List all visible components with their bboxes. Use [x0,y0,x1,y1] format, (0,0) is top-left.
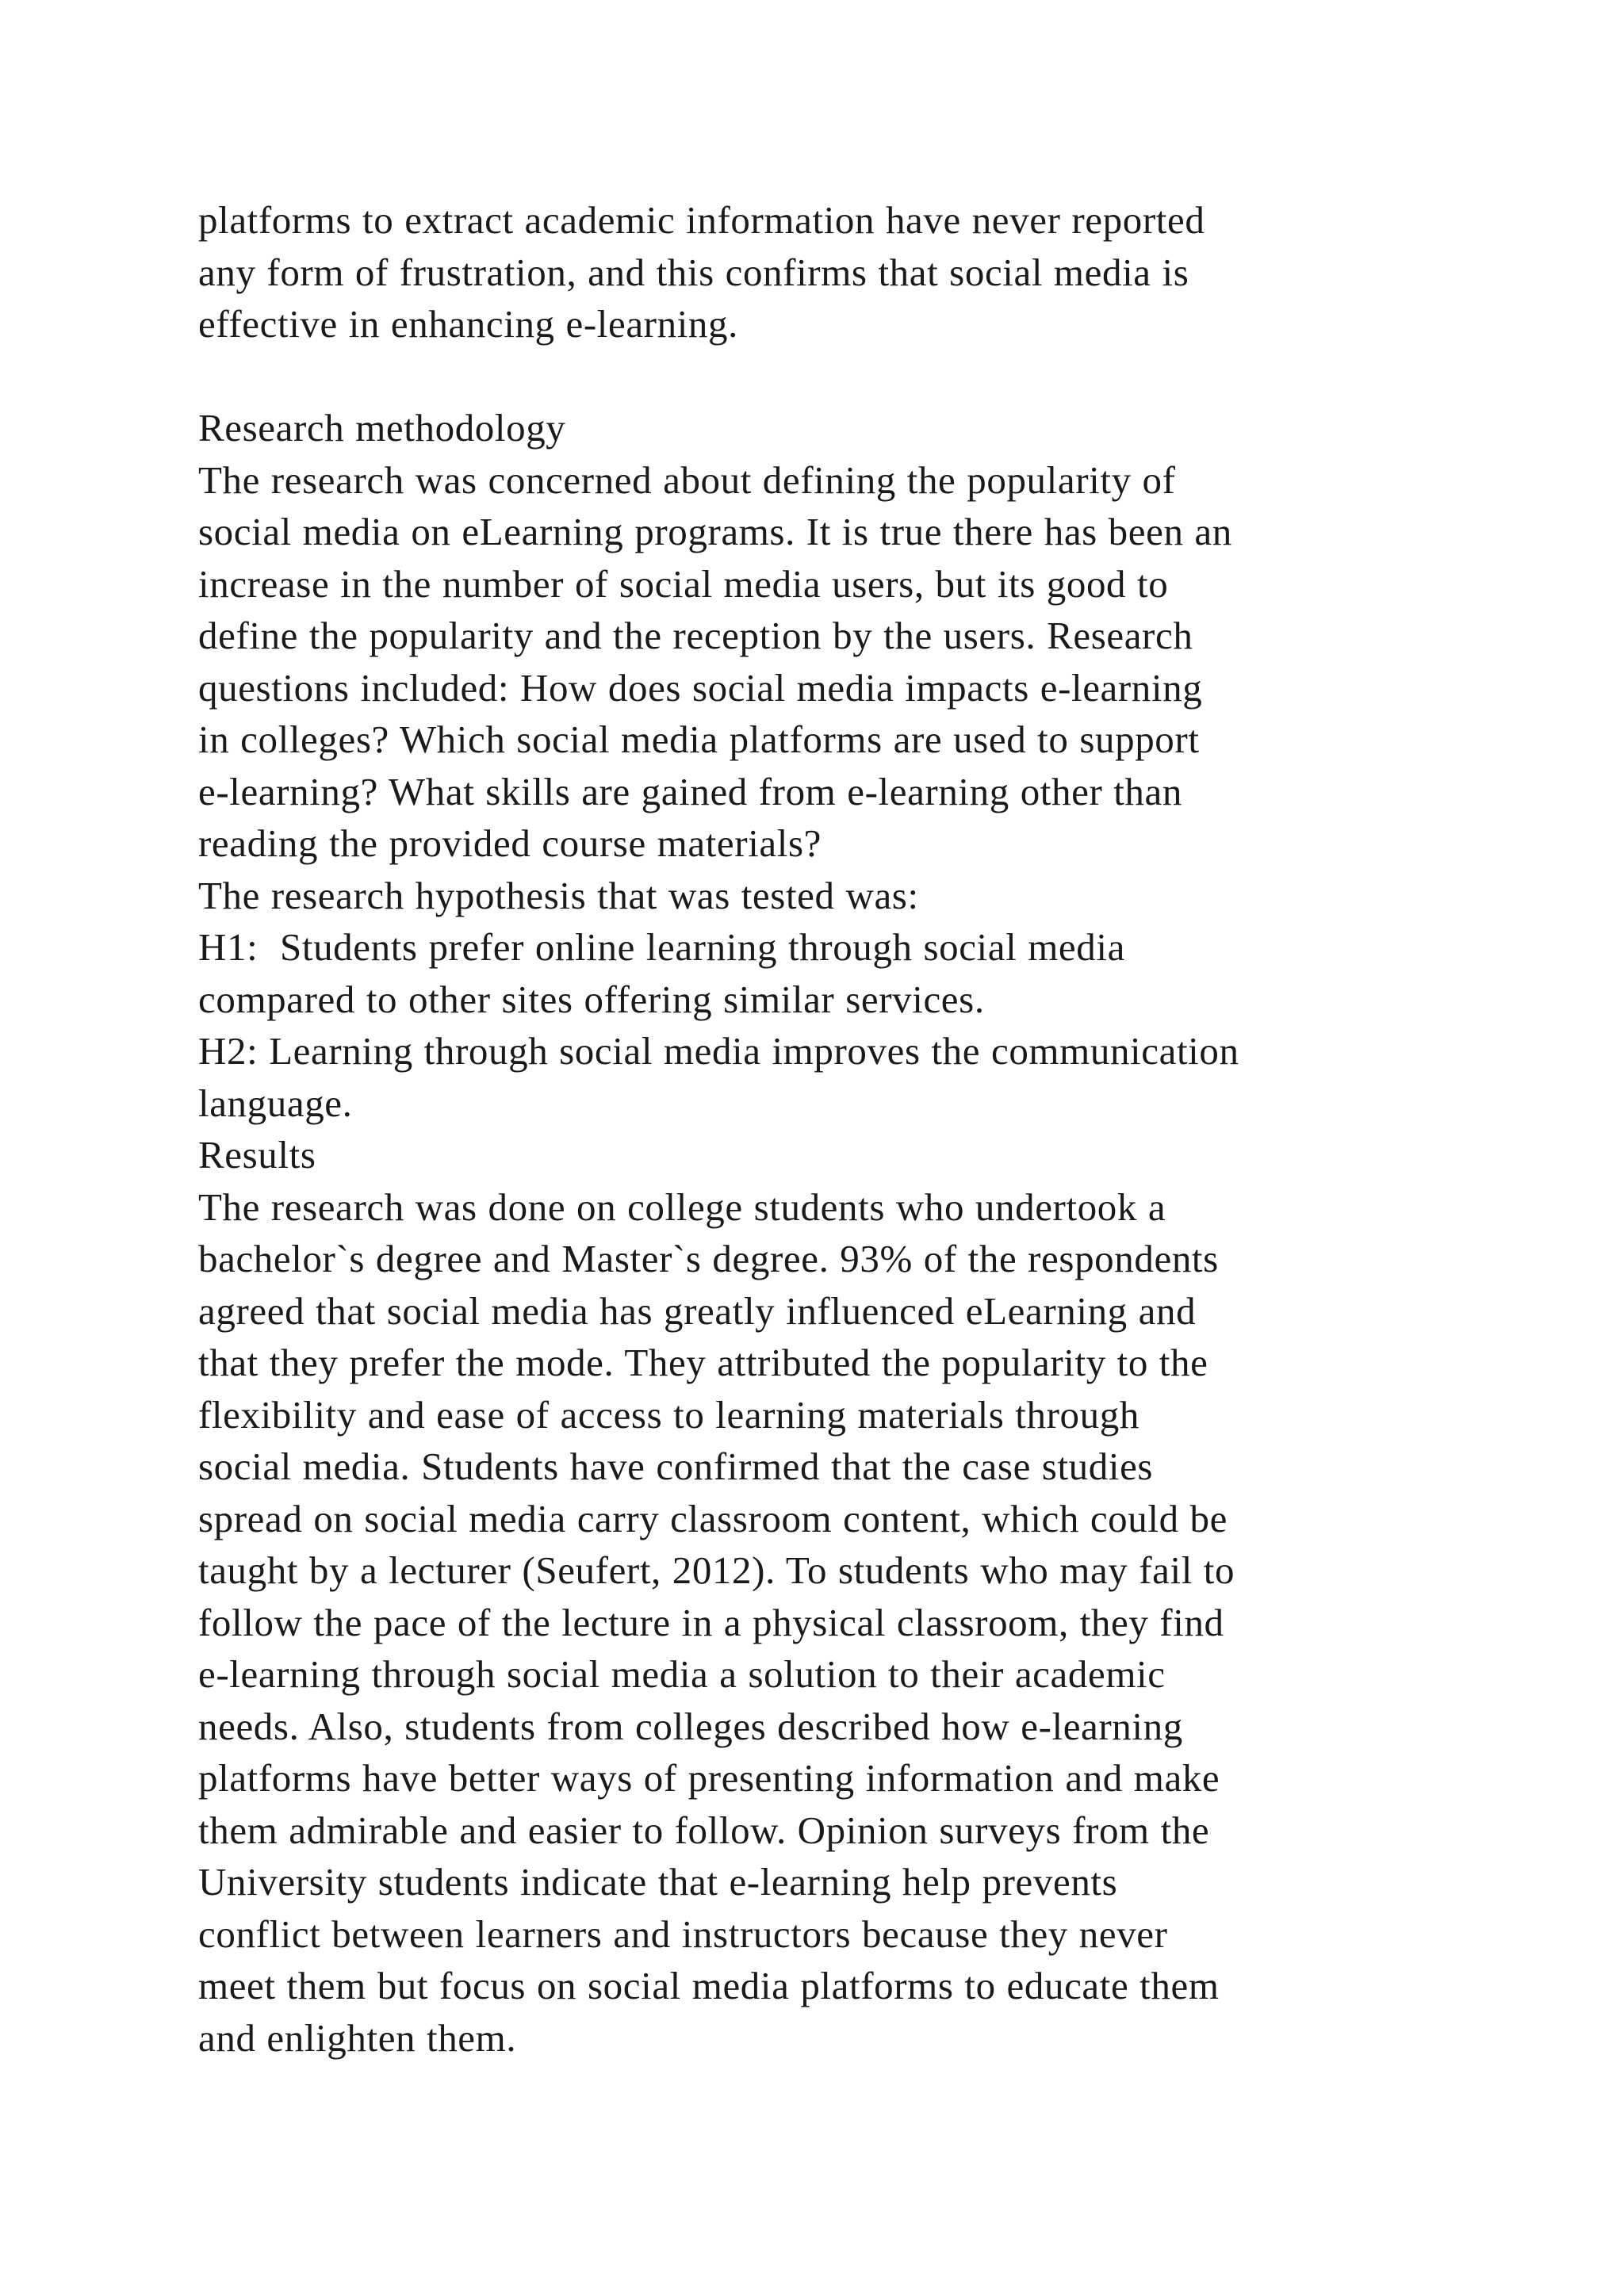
document-body [198,194,1562,2064]
text-line: platforms have better ways of presenting information and make [198,1756,1220,1800]
text-line: and enlighten them. [198,2015,517,2060]
text-line: The research was done on college students who undertook a [198,1184,1166,1229]
text-line: effective in enhancing e-learning. [198,302,738,346]
text-line: conflict between learners and instructors because they never [198,1911,1168,1956]
text-line: questions included: How does social media impacts e-learning [198,665,1203,710]
hypothesis-h2: H2: Learning through social media improves the communication [198,1029,1239,1073]
text-line: social media. Students have confirmed that the case studies [198,1445,1154,1488]
text-line: The research hypothesis that was tested was: [198,873,919,917]
text-line: any form of frustration, and this confirms that social media is [198,250,1189,294]
text-line: platforms to extract academic information have never reported [198,198,1205,242]
section-heading-results: Results [198,1133,316,1177]
text-line: taught by a lecturer (Seufert, 2012). To students who may fail to [198,1548,1235,1592]
text-line: them admirable and easier to follow. Opinion surveys from the [198,1808,1210,1852]
paragraph-gap [198,350,1562,403]
text-line: flexibility and ease of access to learning materials through [198,1392,1139,1437]
text-line: increase in the number of social media users, but its good to [198,561,1169,606]
text-line: reading the provided course materials? [198,821,822,865]
text-line: e-learning through social media a solution to their academic [198,1652,1166,1696]
text-line: meet them but focus on social media platforms to educate them [198,1964,1220,2007]
text-line: University students indicate that e-learning help prevents [198,1860,1118,1904]
text-line: compared to other sites offering similar services. [198,977,985,1021]
text-line: The research was concerned about defining the popularity of [198,457,1176,502]
text-line: bachelor`s degree and Master`s degree. 93% of the respondents [198,1237,1219,1280]
text-line: agreed that social media has greatly influenced eLearning and [198,1288,1197,1333]
text-line: in colleges? Which social media platforms are used to support [198,718,1200,761]
text-line: define the popularity and the reception by the users. Research [198,614,1193,657]
section-heading-research-methodology: Research methodology [198,406,566,450]
text-line: e-learning? What skills are gained from e-learning other than [198,769,1182,813]
text-line: follow the pace of the lecture in a physical classroom, they find [198,1600,1224,1644]
hypothesis-h1: H1: Students prefer online learning through social media [198,925,1125,969]
text-line: needs. Also, students from colleges described how e-learning [198,1704,1183,1748]
text-line: that they prefer the mode. They attributed the popularity to the [198,1341,1208,1384]
text-line: language. [198,1081,353,1125]
text-line: social media on eLearning programs. It is true there has been an [198,510,1232,553]
text-line: spread on social media carry classroom content, which could be [198,1496,1228,1540]
